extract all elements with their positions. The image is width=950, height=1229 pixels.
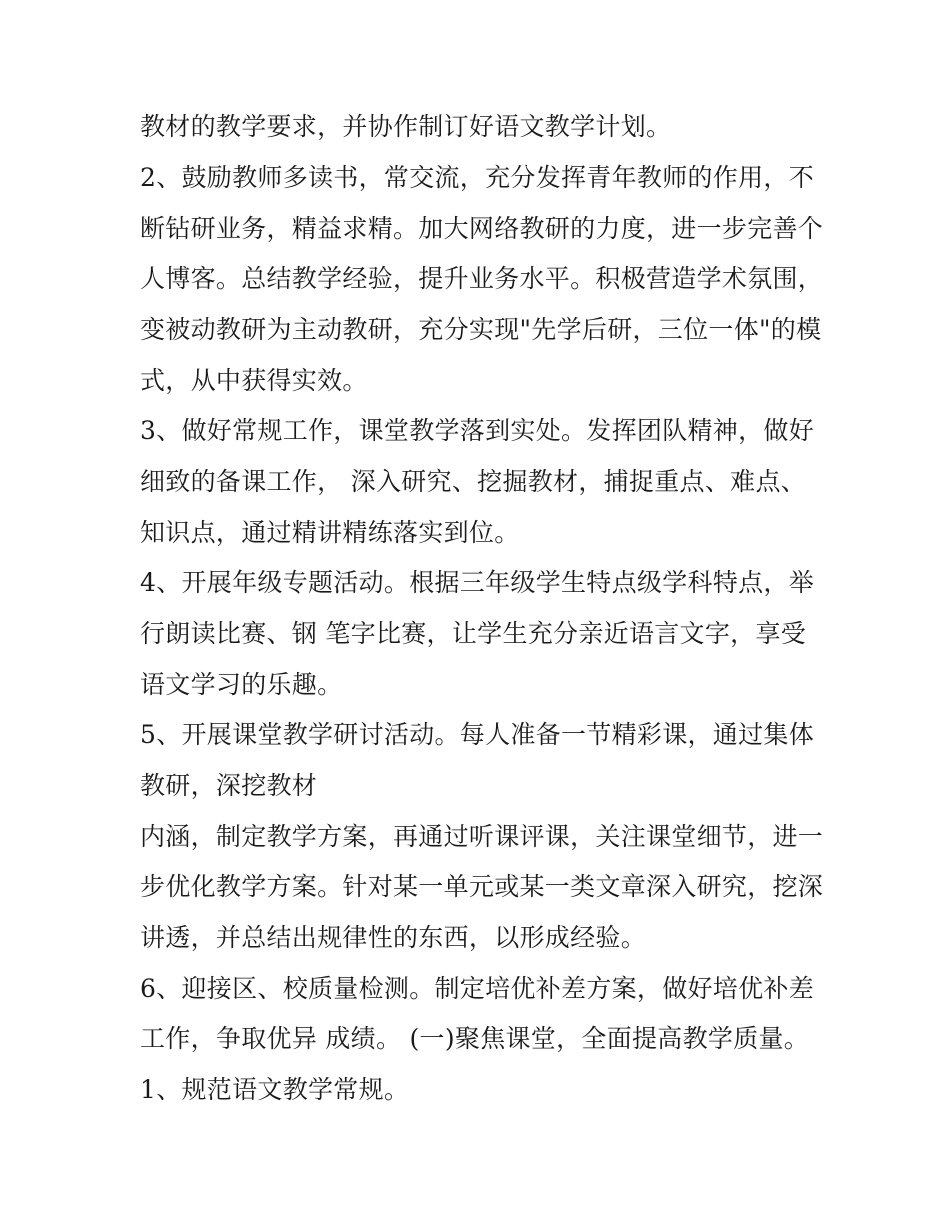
text-line: 语文学习的乐趣。 xyxy=(140,670,343,699)
text-line: 4、开展年级专题活动。根据三年级学生特点级学科特点，举 xyxy=(140,568,815,597)
text-line: 讲透，并总结出规律性的东西，以形成经验。 xyxy=(140,923,647,952)
text-line: 步优化教学方案。针对某一单元或某一类文章深入研究，挖深 xyxy=(140,872,824,901)
text-line: 行朗读比赛、钢 笔字比赛，让学生充分亲近语言文字，享受 xyxy=(140,619,807,648)
text-line: 内涵，制定教学方案，再通过听课评课，关注课堂细节，进一 xyxy=(140,822,824,851)
text-line: 教材的教学要求，并协作制订好语文教学计划。 xyxy=(140,112,672,141)
text-line: 细致的备课工作， 深入研究、挖掘教材，捕捉重点、难点、 xyxy=(140,467,807,496)
text-line: 2、鼓励教师多读书，常交流，充分发挥青年教师的作用，不 xyxy=(140,163,815,192)
text-line: 工作，争取优异 成绩。 (一)聚焦课堂，全面提高教学质量。 xyxy=(140,1024,810,1053)
text-line: 知识点，通过精讲精练落实到位。 xyxy=(140,518,520,547)
text-line: 变被动教研为主动教研，充分实现"先学后研，三位一体"的模 xyxy=(140,315,822,344)
text-line: 断钻研业务，精益求精。加大网络教研的力度，进一步完善个 xyxy=(140,214,824,243)
text-line: 式，从中获得实效。 xyxy=(140,366,368,395)
text-line: 1、规范语文教学常规。 xyxy=(140,1075,410,1104)
text-line: 3、做好常规工作，课堂教学落到实处。发挥团队精神，做好 xyxy=(140,416,815,445)
text-line: 6、迎接区、校质量检测。制定培优补差方案，做好培优补差 xyxy=(140,974,815,1003)
text-line: 人博客。总结教学经验，提升业务水平。积极营造学术氛围， xyxy=(140,264,824,293)
text-line: 教研，深挖教材 xyxy=(140,771,318,800)
text-line: 5、开展课堂教学研讨活动。每人准备一节精彩课，通过集体 xyxy=(140,720,815,749)
